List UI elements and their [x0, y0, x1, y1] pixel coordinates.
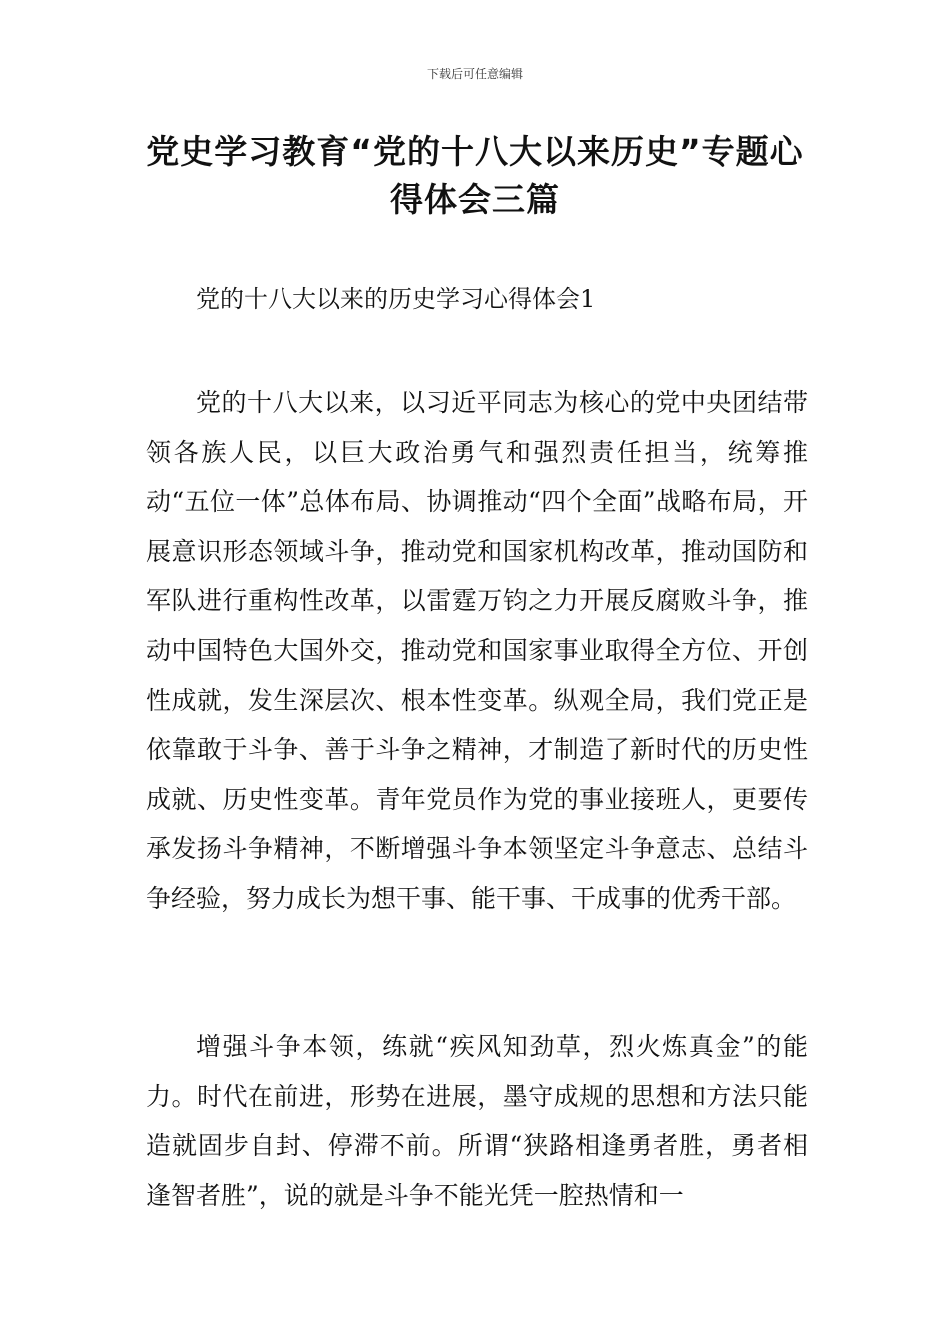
header-note: 下载后可任意编辑: [426, 67, 523, 81]
body-paragraph-2: 增强斗争本领，练就“疾风知劲草，烈火炼真金”的能力。时代在前进，形势在进展，墨守成规的思想和方法只能造就固步自封、停滞不前。所谓“狭路相逢勇者胜，勇者相逢智者胜”，说的就是斗争不能光凭一腔热情和一: [146, 1032, 808, 1210]
body-paragraph-1: 党的十八大以来，以习近平同志为核心的党中央团结带领各族人民，以巨大政治勇气和强烈责任担当，统筹推动“五位一体”总体布局、协调推动“四个全面”战略布局，开展意识形态领域斗争，推动党和国家机构改革，推动国防和军队进行重构性改革，以雷霆万钧之力开展反腐败斗争，推动中国特色大国外交，推动党和国家事业取得全方位、开创性成就，发生深层次、根本性变革。纵观全局，我们党正是依靠敢于斗争、善于斗争之精神，才制造了新时代的历史性成就、历史性变革。青年党员作为党的事业接班人，更要传承发扬斗争精神，不断增强斗争本领坚定斗争意志、总结斗争经验，努力成长为想干事、能干事、干成事的优秀干部。: [146, 388, 808, 913]
document-title: 党史学习教育“党的十八大以来历史”专题心得体会三篇: [146, 132, 804, 219]
section-subtitle: 党的十八大以来的历史学习心得体会1: [196, 285, 596, 313]
